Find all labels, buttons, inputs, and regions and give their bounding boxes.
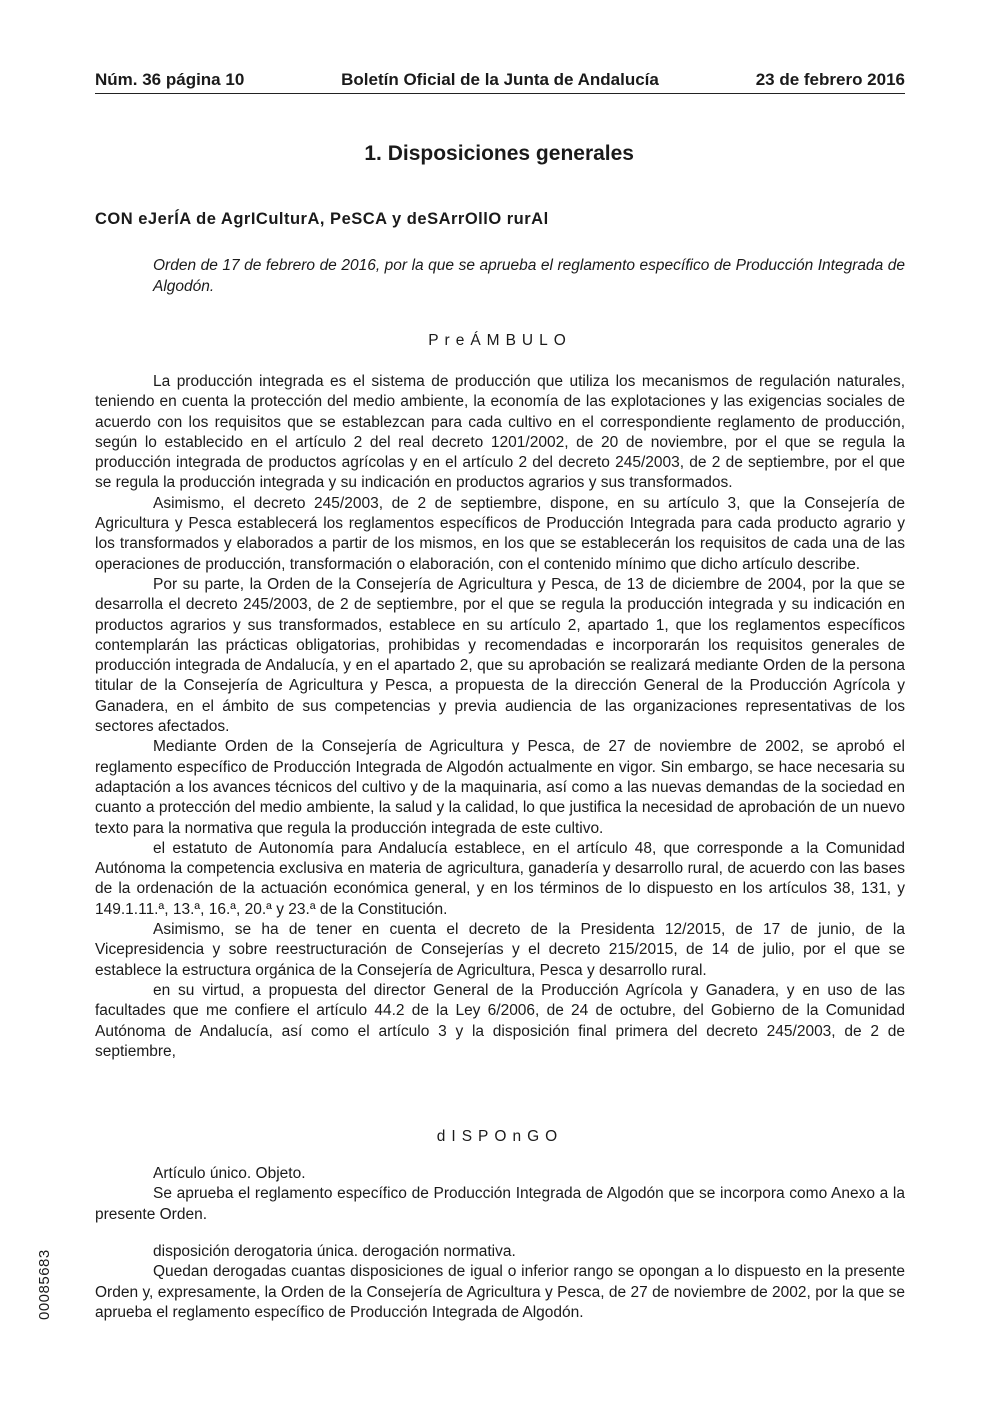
preamble-paragraph-3: Por su parte, la Orden de la Consejería de Agricultura y Pesca, de 13 de diciembre de 2004, por la que se desarrolla el decreto 245/2003, de 2 de septiembre, por el que se regula la producción integrada y su indicación en productos agrarios y sus transformados, establece en su artículo 2, apartado 1, que los reglamentos específicos contemplarán las prácticas obligatorias, prohibidas y recomendadas e incorporarán los requisitos generales de producción integrada de Andalucía, y en el apartado 2, que su aprobación se realizará mediante Orden de la persona titular de la Consejería de Agricultura y Pesca, a propuesta de la dirección General de la Producción Agrícola y Ganadera, en el ámbito de sus competencias y previa audiencia de las organizaciones representativas de los sectores afectados. [95,575,905,736]
preamble-heading: PreÁMBULO [428,332,572,349]
preamble-body [95,372,905,1062]
dispongo-heading: dISPOnGO [436,1128,564,1145]
order-title: Orden de 17 de febrero de 2016, por la que se aprueba el reglamento específico de Producción Integrada de Algodón. [153,257,905,295]
preamble-paragraph-7: en su virtud, a propuesta del director General de la Producción Agrícola y Ganadera, y en uso de las facultades que me confiere el artículo 44.2 de la Ley 6/2006, de 24 de octubre, del Gobierno de la Comunidad Autónoma de Andalucía, así como el artículo 3 y la disposición final primera del decreto 245/2003, de 2 de septiembre, [95,981,905,1060]
preamble-paragraph-6: Asimismo, se ha de tener en cuenta el decreto de la Presidenta 12/2015, de 17 de junio, de la Vicepresidencia y sobre reestructuración de Consejerías y el decreto 215/2015, de 14 de julio, por el que se establece la estructura orgánica de la Consejería de Agricultura, Pesca y desarrollo rural. [95,921,905,979]
issue-page-number: Núm. 36 página 10 [95,70,245,89]
page-header [95,70,905,94]
publication-date: 23 de febrero 2016 [755,70,905,89]
preamble-paragraph-2: Asimismo, el decreto 245/2003, de 2 de septiembre, dispone, en su artículo 3, que la Consejería de Agricultura y Pesca establecerá los reglamentos específicos de Producción Integrada para cada producto agrario y los transformados y elaborados a partir de los mismos, en los que se establecerán los requisitos de cada una de las operaciones de producción, transformación o elaboración, con el contenido mínimo que dicho artículo describe. [95,494,905,573]
article-title: Artículo único. Objeto. [153,1165,306,1182]
publication-name: Boletín Oficial de la Junta de Andalucía [341,70,659,89]
preamble-paragraph-1: La producción integrada es el sistema de producción que utiliza los mecanismos de regulación naturales, teniendo en cuenta la protección del medio ambiente, la economía de las explotaciones y las exigencias sociales de acuerdo con los requisitos que se establezcan para cada cultivo en el correspondiente reglamento de producción, según lo establecido en el artículo 2 del real decreto 1201/2002, de 20 de noviembre, por el que se regula la producción integrada de productos agrícolas y en el artículo 2 del decreto 245/2003, de 2 de septiembre, por el que se regula la producción integrada y su indicación en productos agrarios y sus transformados. [95,373,905,492]
article-block [95,1164,905,1225]
preamble-paragraph-5: el estatuto de Autonomía para Andalucía establece, en el artículo 48, que corresponde a la Comunidad Autónoma la competencia exclusiva en materia de agricultura, ganadería y desarrollo rural, de acuerdo con las bases de la ordenación de la actuación económica general, y en los términos de lo dispuesto en los artículos 38, 131, y 149.1.11.ª, 13.ª, 16.ª, 20.ª y 23.ª de la Constitución. [95,839,905,918]
article-text: Se aprueba el reglamento específico de Producción Integrada de Algodón que se incorpora como Anexo a la presente Orden. [95,1185,905,1223]
derogation-text: Quedan derogadas cuantas disposiciones de igual o inferior rango se opongan a lo dispuesto en la presente Orden y, expresamente, la Orden de la Consejería de Agricultura y Pesca, de 27 de noviembre de 2002, por la que se aprueba el reglamento específico de Producción Integrada de Algodón. [95,1263,905,1321]
derogation-block [95,1242,905,1323]
preamble-paragraph-4: Mediante Orden de la Consejería de Agricultura y Pesca, de 27 de noviembre de 2002, se aprobó el reglamento específico de Producción Integrada de Algodón actualmente en vigor. Sin embargo, se hace necesaria su adaptación a los avances técnicos del cultivo y de la maquinaria, así como a las nuevas demandas de la sociedad en cuanto a protección del medio ambiente, la salud y la calidad, lo que justifica la necesidad de aprobación de un nuevo texto para la normativa que regula la producción integrada de este cultivo. [95,738,905,837]
document-code: 00085683 [36,1249,53,1320]
department-name: CON eJerÍA de AgrICulturA, PeSCA y deSArrOllO rurAl [95,210,549,228]
section-title: 1. Disposiciones generales [364,142,634,165]
derogation-title: disposición derogatoria única. derogación normativa. [153,1243,516,1260]
